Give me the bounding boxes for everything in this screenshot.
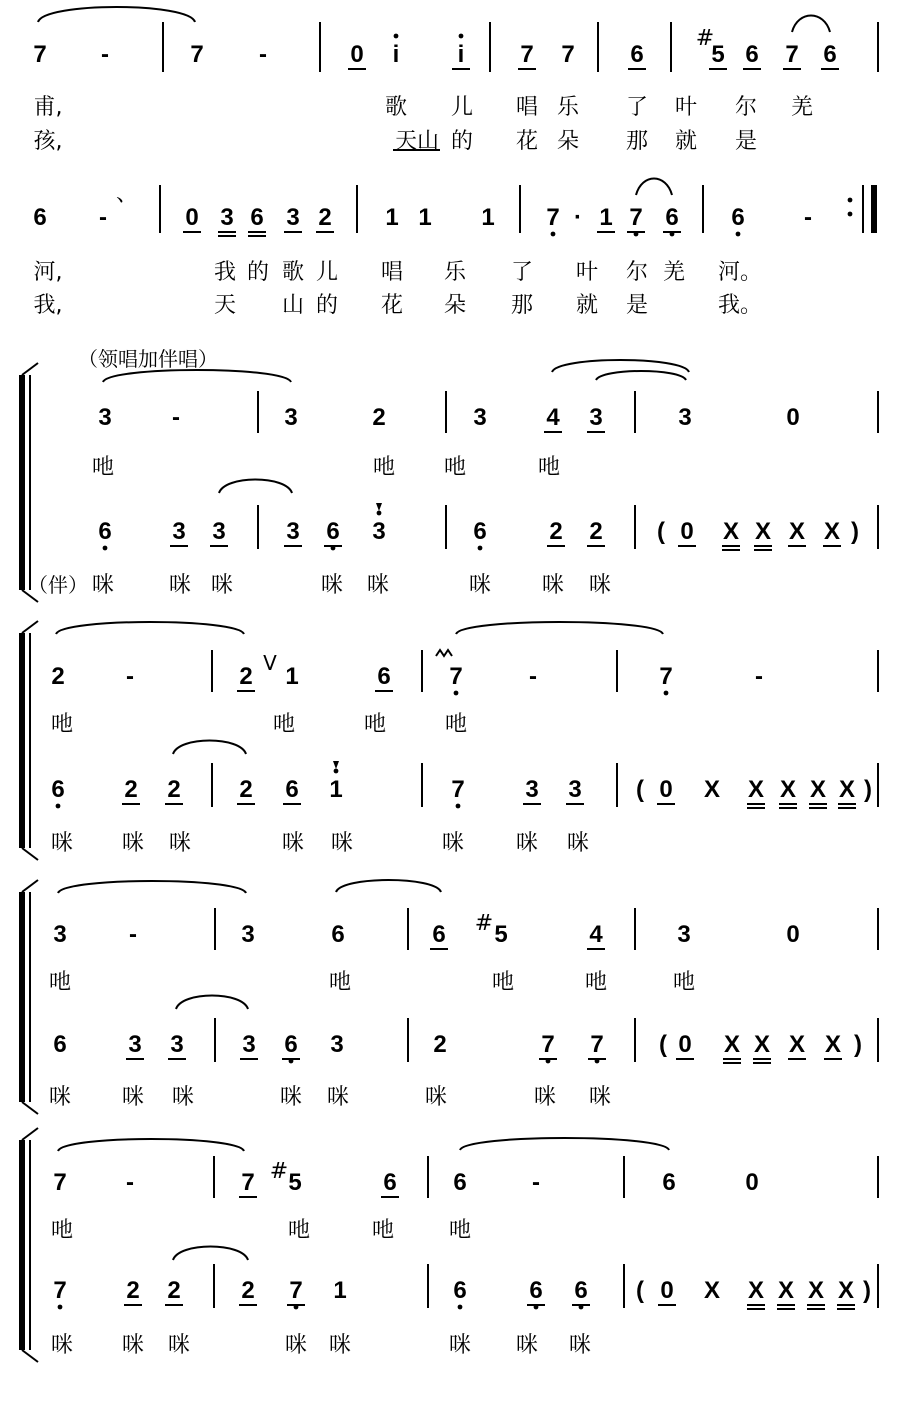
g3-lower-note: 7 [541, 1031, 555, 1058]
s2-note: 3 [220, 204, 234, 231]
g2-lower-lyric: 咪 [50, 831, 74, 856]
g2-lower-octave-dot-low [56, 804, 61, 809]
s2-note: 3 [286, 204, 300, 231]
g2-lower-note: X [747, 776, 765, 803]
g3-lower-note: 3 [128, 1031, 142, 1058]
g4-lower-lyric: 咪 [50, 1333, 74, 1358]
g4-lower-note: X [747, 1277, 765, 1304]
g4-upper-note: 7 [53, 1169, 67, 1196]
g4-lower-octave-dot-low [458, 1305, 463, 1310]
s2-verse2-lyric: 天 [213, 293, 237, 318]
g1-lower-lyric: 咪 [468, 573, 492, 598]
g4-lower-note: 7 [289, 1277, 303, 1304]
s2-verse1-lyric: 羌 [662, 260, 686, 285]
g2-lower-note: 0 [659, 776, 673, 803]
s1-octave-dot-high [394, 34, 399, 39]
g1-lower-note: 6 [98, 518, 112, 545]
g2-lower-lyric: 咪 [441, 831, 465, 856]
g3-lower-note: 2 [433, 1031, 447, 1058]
g2-lower-slur [173, 741, 246, 755]
g4-lower-note: 6 [529, 1277, 543, 1304]
g4-brace-bottom-hook [22, 1350, 38, 1362]
g2-upper-slur [56, 622, 244, 634]
s1-note: 7 [33, 41, 47, 68]
g4-lower-note: 7 [53, 1277, 67, 1304]
g2-staccato-accent [333, 761, 339, 769]
g1-lower-note: 2 [549, 518, 563, 545]
g3-lower-note: X [723, 1031, 741, 1058]
g4-upper-lyric: 吔 [371, 1218, 395, 1243]
g4-lower-note: 1 [333, 1277, 347, 1304]
s2-verse2-lyric: 是 [625, 293, 649, 318]
g4-upper-note: 0 [745, 1169, 759, 1196]
g1-lower-octave-dot-low [103, 546, 108, 551]
g3-lower-note: X [753, 1031, 771, 1058]
s2-note: 1 [481, 204, 495, 231]
g2-upper-octave-dot-low [454, 691, 459, 696]
s2-note: 1 [599, 204, 613, 231]
g2-upper-lyric: 吔 [272, 712, 296, 737]
g2-lower-note: ) [864, 776, 872, 803]
s2-verse1-lyric: 尔 [625, 260, 649, 285]
s1-verse1-lyric: 甫, [33, 95, 63, 120]
g2-upper-lyric: 吔 [444, 712, 468, 737]
g1-staccato-accent [376, 503, 382, 511]
g2-lower-note: X [779, 776, 797, 803]
g2-breath-mark: V [263, 651, 277, 675]
g1-lower-lyric: 咪 [168, 573, 192, 598]
g3-upper-lyric: 吔 [48, 970, 72, 995]
g1-lower-octave-dot-high [377, 511, 382, 516]
g2-upper-note: 7 [659, 663, 673, 690]
g2-upper-note: 6 [377, 663, 391, 690]
g4-lower-note: 6 [453, 1277, 467, 1304]
g1-lower-note: 3 [172, 518, 186, 545]
g2-upper-lyric: 吔 [50, 712, 74, 737]
g1-lower-note: 6 [326, 518, 340, 545]
g3-upper-note: 5 [494, 921, 508, 948]
s2-verse1-lyric: 乐 [443, 260, 467, 285]
g2-upper-note: - [126, 663, 134, 690]
g4-lower-lyric: 咪 [515, 1333, 539, 1358]
s1-verse2-lyric: 是 [734, 129, 758, 154]
s1-verse1-lyric: 歌 [384, 95, 408, 120]
s2-verse2-lyric: 那 [510, 293, 534, 318]
g2-upper-note: - [755, 663, 763, 690]
s2-verse2-lyric: 山 [281, 293, 305, 318]
g3-brace-bottom-hook [22, 1102, 38, 1114]
s2-verse1-lyric: 儿 [315, 260, 339, 285]
s1-note: i [392, 41, 400, 68]
g1-lower-lyric: 咪 [91, 573, 115, 598]
g2-upper-octave-dot-low [664, 691, 669, 696]
g2-lower-octave-dot-high [334, 769, 339, 774]
s1-verse2-lyric: 朵 [556, 129, 580, 154]
g4-upper-lyric: 吔 [50, 1218, 74, 1243]
g2-upper-note: 7 [449, 663, 463, 690]
g4-lower-note: 0 [660, 1277, 674, 1304]
g2-lower-note: X [838, 776, 856, 803]
g1-lower-slur [219, 480, 292, 494]
g3-upper-lyric: 吔 [584, 970, 608, 995]
s1-verse2-lyric: 就 [674, 129, 698, 154]
g4-lower-lyric: 咪 [448, 1333, 472, 1358]
s2-note: 1 [385, 204, 399, 231]
g2-lower-note: ( [636, 776, 644, 803]
g4-upper-note: - [126, 1169, 134, 1196]
g2-lower-lyric: 咪 [330, 831, 354, 856]
g4-brace-top-hook [22, 1128, 38, 1140]
g3-upper-note: 3 [241, 921, 255, 948]
s2-note: 6 [731, 204, 745, 231]
s2-verse2-lyric: 朵 [443, 293, 467, 318]
g4-upper-note: 6 [383, 1169, 397, 1196]
g3-upper-lyric: 吔 [672, 970, 696, 995]
g3-lower-note: 0 [678, 1031, 692, 1058]
g3-lower-note: 7 [590, 1031, 604, 1058]
g4-lower-note: 6 [574, 1277, 588, 1304]
s2-verse1-lyric: 了 [510, 260, 534, 285]
g3-sharp: # [474, 911, 494, 936]
g1-upper-slur [552, 360, 689, 372]
g4-upper-lyric: 吔 [448, 1218, 472, 1243]
g1-upper-lyric: 吔 [537, 455, 561, 480]
g4-upper-note: 7 [241, 1169, 255, 1196]
g4-lower-note: X [703, 1277, 721, 1304]
s1-verse1-lyric: 尔 [734, 95, 758, 120]
s1-note: 5 [711, 41, 725, 68]
g4-lower-note: 2 [167, 1277, 181, 1304]
g2-brace-bottom-hook [22, 848, 38, 860]
section-label: （领唱加伴唱） [78, 347, 218, 371]
g1-upper-note: 3 [98, 404, 112, 431]
g3-upper-note: 6 [432, 921, 446, 948]
g3-lower-note: ) [854, 1031, 862, 1058]
g2-lower-note: 2 [167, 776, 181, 803]
g3-upper-lyric: 吔 [491, 970, 515, 995]
g3-lower-lyric: 咪 [533, 1085, 557, 1110]
g2-lower-lyric: 咪 [515, 831, 539, 856]
s2-note: - [99, 204, 107, 231]
g4-lower-note: 2 [126, 1277, 140, 1304]
g3-upper-note: 0 [786, 921, 800, 948]
g4-lower-octave-dot-low [58, 1305, 63, 1310]
g1-lower-note: X [722, 518, 740, 545]
s1-verse2-lyric: 那 [625, 129, 649, 154]
g2-upper-note: 1 [285, 663, 299, 690]
s2-verse1-lyric: 的 [246, 260, 270, 285]
g1-lower-note: 3 [372, 518, 386, 545]
g2-mordent [436, 650, 452, 656]
g1-lower-lyric: 咪 [366, 573, 390, 598]
s2-note: 6 [33, 204, 47, 231]
g2-brace-top-hook [22, 621, 38, 633]
g3-lower-note: 3 [330, 1031, 344, 1058]
s2-breath-mark: 、 [115, 182, 139, 207]
g2-lower-note: X [703, 776, 721, 803]
g3-lower-note: X [824, 1031, 842, 1058]
g4-lower-note: X [777, 1277, 795, 1304]
g4-upper-slur [58, 1139, 244, 1151]
g4-lower-slur [173, 1247, 248, 1261]
s1-verse1-lyric: 羌 [790, 95, 814, 120]
g2-lower-note: 3 [568, 776, 582, 803]
g2-upper-note: - [529, 663, 537, 690]
g2-lower-lyric: 咪 [566, 831, 590, 856]
g2-upper-slur [456, 622, 663, 634]
s2-note: 7 [629, 204, 643, 231]
g1-upper-lyric: 吔 [91, 455, 115, 480]
s2-note: 6 [665, 204, 679, 231]
g1-lower-lyric: 咪 [320, 573, 344, 598]
g2-lower-note: 6 [51, 776, 65, 803]
s1-note: 7 [785, 41, 799, 68]
g2-lower-lyric: 咪 [121, 831, 145, 856]
g3-lower-lyric: 咪 [588, 1085, 612, 1110]
s1-tie [38, 7, 195, 22]
s2-note: 6 [250, 204, 264, 231]
g3-lower-note: ( [659, 1031, 667, 1058]
g2-lower-note: 7 [451, 776, 465, 803]
g3-upper-note: 3 [53, 921, 67, 948]
g1-lower-note: 3 [212, 518, 226, 545]
s2-verse2-lyric: 我, [33, 293, 63, 318]
s1-note: 0 [350, 41, 364, 68]
g3-lower-lyric: 咪 [424, 1085, 448, 1110]
s2-repeat-dot [848, 212, 853, 217]
g4-lower-note: X [837, 1277, 855, 1304]
g1-lower-note: ( [657, 518, 665, 545]
g2-lower-lyric: 咪 [281, 831, 305, 856]
g1-upper-note: 3 [284, 404, 298, 431]
s2-note: 0 [185, 204, 199, 231]
s1-note: 6 [630, 41, 644, 68]
g2-lower-note: 1 [329, 776, 343, 803]
g4-upper-note: 5 [288, 1169, 302, 1196]
g1-upper-note: 3 [678, 404, 692, 431]
g2-lower-lyric: 咪 [168, 831, 192, 856]
s2-verse1-lyric: 我 [213, 260, 237, 285]
g2-lower-note: 6 [285, 776, 299, 803]
g2-upper-lyric: 吔 [363, 712, 387, 737]
s2-verse1-lyric: 河, [33, 260, 63, 285]
s1-verse1-lyric: 儿 [450, 95, 474, 120]
g3-upper-note: 6 [331, 921, 345, 948]
s1-note: 7 [190, 41, 204, 68]
s2-note: · [574, 204, 582, 231]
g2-lower-note: 2 [239, 776, 253, 803]
g1-upper-note: - [172, 404, 180, 431]
g1-lower-octave-dot-low [478, 546, 483, 551]
g3-lower-note: X [788, 1031, 806, 1058]
g1-upper-note: 2 [372, 404, 386, 431]
g3-lower-note: 3 [170, 1031, 184, 1058]
s1-verse2-lyric: 孩, [33, 129, 63, 154]
g2-upper-note: 2 [51, 663, 65, 690]
s2-note: 1 [418, 204, 432, 231]
s1-note: 7 [520, 41, 534, 68]
s1-note: - [101, 41, 109, 68]
s1-slur [792, 16, 830, 33]
g3-upper-note: 3 [677, 921, 691, 948]
g3-lower-lyric: 咪 [121, 1085, 145, 1110]
g1-upper-note: 4 [546, 404, 560, 431]
g2-lower-note: 3 [525, 776, 539, 803]
g4-lower-lyric: 咪 [121, 1333, 145, 1358]
s1-verse1-lyric: 唱 [515, 95, 539, 120]
g4-lower-note: ) [863, 1277, 871, 1304]
s2-octave-dot-low [551, 232, 556, 237]
s2-verse1-lyric: 歌 [281, 260, 305, 285]
s1-note: i [457, 41, 465, 68]
g1-upper-note: 3 [589, 404, 603, 431]
g4-lower-note: 2 [241, 1277, 255, 1304]
g2-lower-note: X [809, 776, 827, 803]
g4-upper-note: - [532, 1169, 540, 1196]
s2-octave-dot-low [736, 232, 741, 237]
s2-verse2-lyric: 的 [315, 293, 339, 318]
g3-lower-note: 6 [284, 1031, 298, 1058]
s1-verse2-lyric: 天山 [394, 129, 440, 154]
s2-slur [636, 179, 672, 196]
g2-lower-octave-dot-low [456, 804, 461, 809]
g4-lower-lyric: 咪 [328, 1333, 352, 1358]
score-text [28, 26, 872, 1358]
g1-lower-note: 6 [473, 518, 487, 545]
g3-lower-lyric: 咪 [326, 1085, 350, 1110]
s1-octave-dot-high [459, 34, 464, 39]
g4-lower-note: X [807, 1277, 825, 1304]
g1-upper-slur [596, 371, 686, 380]
g3-lower-note: 3 [242, 1031, 256, 1058]
s1-sharp: # [695, 26, 715, 51]
s2-verse1-lyric: 唱 [380, 260, 404, 285]
g4-lower-note: ( [636, 1277, 644, 1304]
g1-lower-note: X [823, 518, 841, 545]
s1-verse2-lyric: 花 [515, 129, 539, 154]
g2-upper-note: 2 [239, 663, 253, 690]
g3-lower-lyric: 咪 [171, 1085, 195, 1110]
s1-verse1-lyric: 乐 [556, 95, 580, 120]
g4-upper-note: 6 [662, 1169, 676, 1196]
g4-lower-lyric: 咪 [284, 1333, 308, 1358]
s1-note: 7 [561, 41, 575, 68]
g1-lower-note: X [754, 518, 772, 545]
g3-lower-slur [176, 996, 248, 1010]
g3-upper-lyric: 吔 [328, 970, 352, 995]
g1-upper-slur [103, 370, 291, 382]
g4-upper-note: 6 [453, 1169, 467, 1196]
s1-note: 6 [745, 41, 759, 68]
g1-brace-top-hook [22, 363, 38, 375]
g3-upper-note: - [129, 921, 137, 948]
s2-verse2-lyric: 花 [380, 293, 404, 318]
s2-note: 7 [546, 204, 560, 231]
s2-verse2-lyric: 我。 [717, 293, 763, 318]
g3-lower-note: 6 [53, 1031, 67, 1058]
g1-lower-note: X [788, 518, 806, 545]
g1-lower-lyric: 咪 [588, 573, 612, 598]
g1-accompaniment-label: （伴） [28, 573, 88, 597]
g4-upper-lyric: 吔 [287, 1218, 311, 1243]
g4-lower-lyric: 咪 [568, 1333, 592, 1358]
g3-lower-lyric: 咪 [279, 1085, 303, 1110]
g4-lower-lyric: 咪 [167, 1333, 191, 1358]
g2-lower-note: 2 [124, 776, 138, 803]
s2-verse1-lyric: 河。 [717, 260, 763, 285]
s2-verse1-lyric: 叶 [575, 260, 599, 285]
g1-lower-note: 0 [680, 518, 694, 545]
s1-note: 6 [823, 41, 837, 68]
s2-note: 2 [318, 204, 332, 231]
g1-lower-lyric: 咪 [541, 573, 565, 598]
g1-upper-lyric: 吔 [443, 455, 467, 480]
s2-verse2-lyric: 就 [575, 293, 599, 318]
g3-lower-lyric: 咪 [48, 1085, 72, 1110]
g3-upper-slur [58, 881, 246, 893]
g1-lower-note: 3 [286, 518, 300, 545]
g1-lower-note: 2 [589, 518, 603, 545]
g1-upper-lyric: 吔 [372, 455, 396, 480]
s2-repeat-dot [848, 198, 853, 203]
g3-brace-top-hook [22, 880, 38, 892]
g1-lower-note: ) [851, 518, 859, 545]
s1-verse2-lyric: 的 [450, 129, 474, 154]
g4-upper-slur [460, 1138, 669, 1150]
g1-upper-note: 0 [786, 404, 800, 431]
g4-sharp: # [269, 1159, 289, 1184]
g1-upper-note: 3 [473, 404, 487, 431]
g3-upper-slur [336, 880, 441, 892]
g3-upper-note: 4 [589, 921, 603, 948]
s2-note: - [804, 204, 812, 231]
g1-lower-lyric: 咪 [210, 573, 234, 598]
s1-verse1-lyric: 了 [625, 95, 649, 120]
s1-verse1-lyric: 叶 [674, 95, 698, 120]
s1-note: - [259, 41, 267, 68]
